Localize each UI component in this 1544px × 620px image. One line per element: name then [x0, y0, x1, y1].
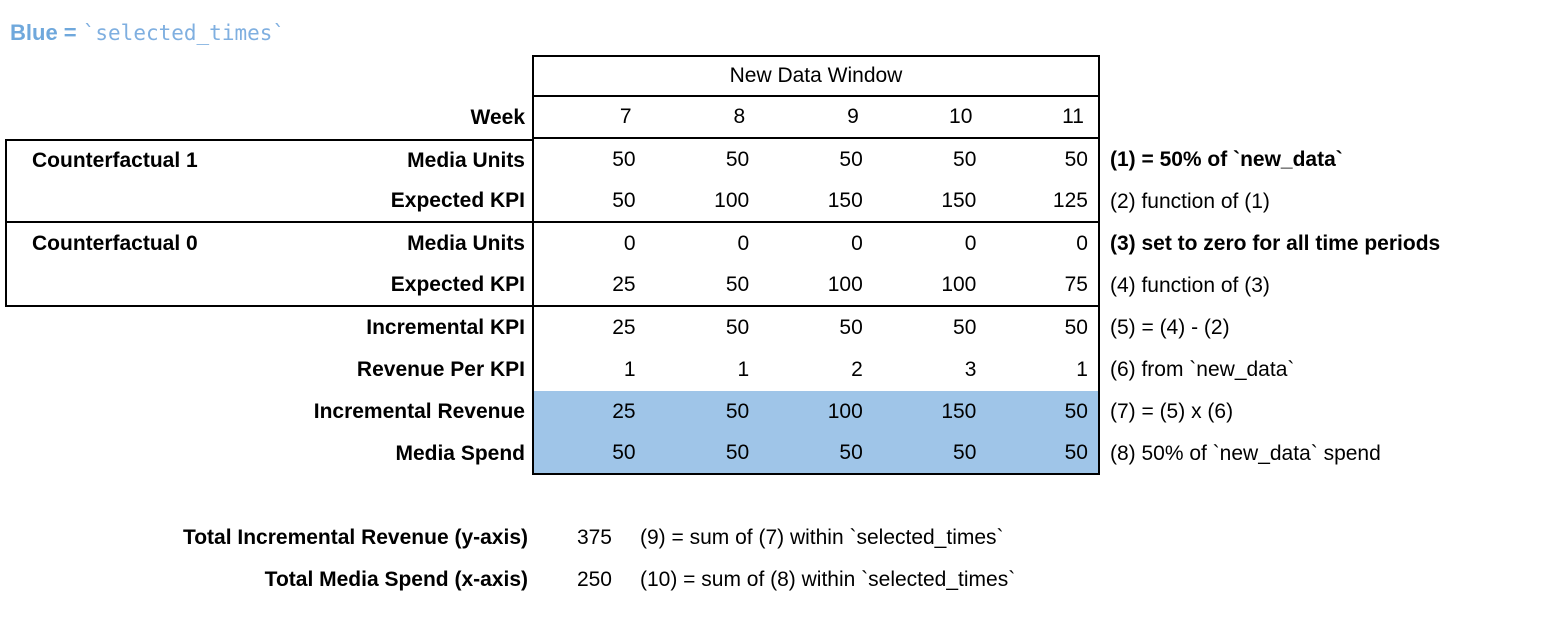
table-cell: 50 — [953, 316, 977, 339]
total-media-spend-row — [0, 559, 1015, 601]
row-note: (3) set to zero for all time periods — [1109, 232, 1441, 255]
spacer — [1100, 97, 1540, 139]
table-cell: 2 — [851, 358, 863, 381]
table-cell: 50 — [725, 148, 750, 171]
table-cell: 50 — [646, 265, 760, 307]
table-cell: 100 — [646, 181, 760, 223]
group-label: Counterfactual 1 — [32, 149, 198, 172]
table-cell: 100 — [759, 265, 873, 307]
table-cell: 50 — [986, 307, 1100, 349]
week-cell: 8 — [646, 97, 760, 139]
table-cell-highlighted: 25 — [532, 391, 646, 433]
row-label-cf1-expected-kpi — [5, 181, 532, 223]
table-cell-highlighted: 50 — [986, 391, 1100, 433]
table-cell: 150 — [873, 181, 987, 223]
table-cell: 100 — [873, 265, 987, 307]
week-row-label: Week — [470, 106, 525, 129]
table-cell: 50 — [986, 139, 1100, 181]
row-label-cf0-expected-kpi — [5, 265, 532, 307]
week-cell: 7 — [532, 97, 646, 139]
table-cell: 3 — [964, 358, 977, 381]
row-label-incremental-kpi — [5, 307, 532, 349]
row-label: Expected KPI — [390, 189, 525, 212]
row-label: Incremental Revenue — [313, 400, 525, 423]
total-incremental-revenue-label: Total Incremental Revenue (y-axis) — [182, 526, 528, 549]
group-label: Counterfactual 0 — [32, 232, 198, 255]
row-note: (5) = (4) - (2) — [1109, 316, 1230, 339]
total-incremental-revenue-row — [0, 517, 1004, 559]
row-label-revenue-per-kpi — [5, 349, 532, 391]
row-label: Incremental KPI — [366, 316, 525, 339]
table-cell: 1 — [986, 349, 1100, 391]
legend-code: `selected_times` — [82, 21, 286, 45]
table-cell: 0 — [737, 232, 750, 255]
total-media-spend-value: 250 — [576, 568, 612, 591]
table-cell: 1 — [532, 349, 646, 391]
total-media-spend-label: Total Media Spend (x-axis) — [264, 568, 528, 591]
table-cell: 50 — [532, 181, 646, 223]
legend-blue-selected-times — [10, 18, 285, 48]
row-label-incremental-revenue — [5, 391, 532, 433]
row-label: Media Units — [407, 149, 525, 172]
row-label-media-spend — [5, 433, 532, 475]
counterfactual-table — [5, 55, 1540, 475]
row-note: (8) 50% of `new_data` spend — [1109, 442, 1381, 465]
table-cell: 50 — [839, 148, 863, 171]
legend-prefix: Blue = — [10, 20, 83, 45]
table-cell: 150 — [759, 181, 873, 223]
week-cell: 9 — [759, 97, 873, 139]
table-cell-highlighted: 50 — [873, 433, 987, 475]
table-cell: 75 — [986, 265, 1100, 307]
table-cell: 0 — [986, 223, 1100, 265]
spacer — [1100, 55, 1540, 97]
row-label: Media Units — [407, 232, 525, 255]
row-label-cf1-media-units — [5, 139, 532, 181]
row-note: (1) = 50% of `new_data` — [1109, 148, 1343, 171]
spacer — [5, 55, 532, 97]
table-cell: 50 — [953, 148, 977, 171]
row-label-cf0-media-units — [5, 223, 532, 265]
row-label: Expected KPI — [390, 273, 525, 296]
table-cell-highlighted: 50 — [986, 433, 1100, 475]
row-note: (7) = (5) x (6) — [1109, 400, 1234, 423]
table-cell: 0 — [532, 223, 646, 265]
table-cell: 125 — [986, 181, 1100, 223]
table-cell: 25 — [532, 265, 646, 307]
table-cell-highlighted: 150 — [873, 391, 987, 433]
week-cell: 11 — [986, 97, 1100, 139]
table-cell: 0 — [851, 232, 863, 255]
table-cell: 25 — [532, 307, 646, 349]
table-cell: 1 — [737, 358, 750, 381]
table-cell-highlighted: 50 — [532, 433, 646, 475]
table-cell-highlighted: 100 — [759, 391, 873, 433]
row-note: (6) from `new_data` — [1109, 358, 1295, 381]
row-note: (2) function of (1) — [1109, 190, 1270, 213]
total-incremental-revenue-note: (9) = sum of (7) within `selected_times` — [640, 526, 1004, 549]
week-cell: 10 — [873, 97, 987, 139]
table-cell-highlighted: 50 — [646, 391, 760, 433]
row-label: Revenue Per KPI — [356, 358, 525, 381]
table-cell-highlighted: 50 — [646, 433, 760, 475]
table-cell: 50 — [725, 316, 750, 339]
total-media-spend-note: (10) = sum of (8) within `selected_times` — [640, 568, 1016, 591]
table-cell: 50 — [532, 139, 646, 181]
table-cell-highlighted: 50 — [759, 433, 873, 475]
table-cell: 0 — [964, 232, 977, 255]
total-incremental-revenue-value: 375 — [576, 526, 612, 549]
row-note: (4) function of (3) — [1109, 274, 1270, 297]
row-label: Media Spend — [395, 442, 525, 465]
table-header-new-data-window: New Data Window — [532, 55, 1100, 97]
table-cell: 50 — [839, 316, 863, 339]
